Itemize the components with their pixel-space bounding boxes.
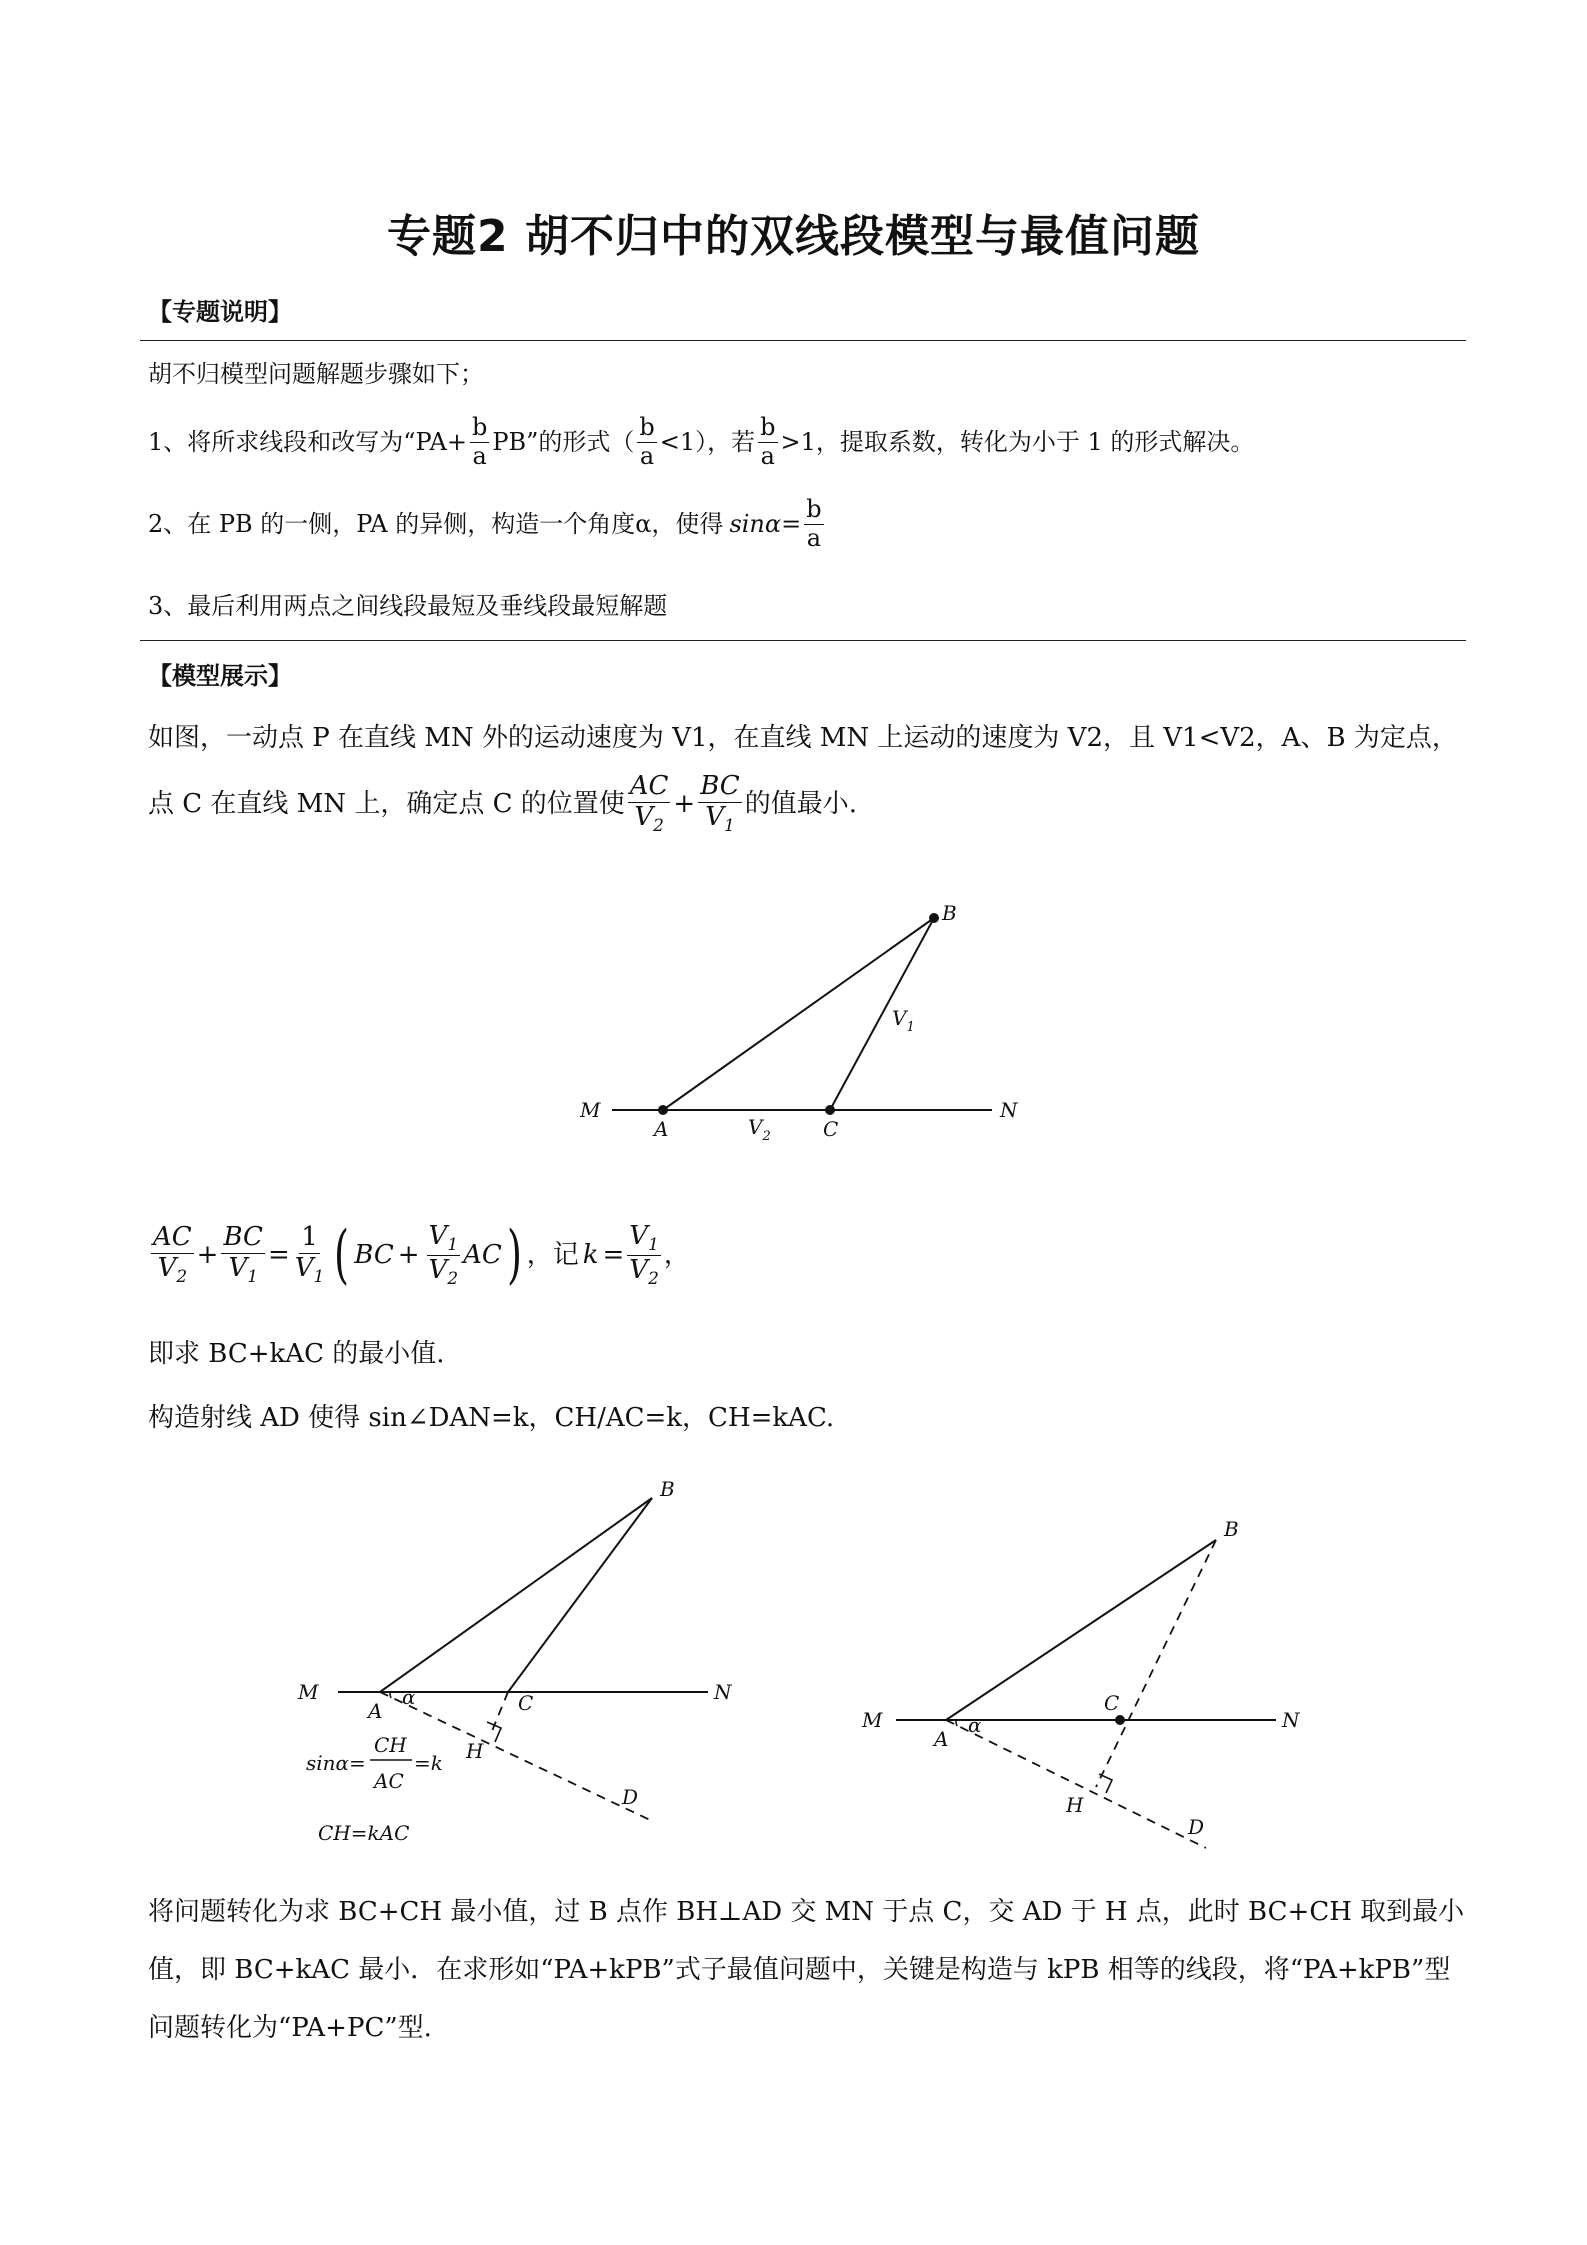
note-frac-num: CH xyxy=(374,1733,407,1757)
label-m: M xyxy=(580,1098,601,1122)
segment-ch xyxy=(490,1692,508,1736)
point-a xyxy=(658,1105,668,1115)
ray-ad xyxy=(946,1720,1206,1848)
figure-1-diagram xyxy=(560,890,1040,1150)
formula-line: $\frac{AC}{V_2}$ + $\frac{BC}{V_1}$ = $\frac{1}{V_1}$ ( BC + $\frac{V_1}{V_2}$ AC ) ，记 k = $\frac{V_1}{V_2}$ ， xyxy=(153,1218,690,1293)
right-angle-mark xyxy=(487,1722,501,1742)
label-b: B xyxy=(1224,1517,1239,1541)
figure-3-diagram xyxy=(850,1500,1310,1880)
label-n: N xyxy=(1282,1708,1300,1732)
label-b: B xyxy=(660,1477,675,1501)
label-m: M xyxy=(298,1680,319,1704)
point-b xyxy=(929,913,939,923)
note-frac-den: AC xyxy=(374,1769,404,1793)
step-2: 2、在 PB 的一侧，PA 的异侧，构造一个角度α，使得 sinα= $\frac{b}{a}$ xyxy=(148,495,822,552)
fraction-b-over-a-4: $\frac{b}{a}$ xyxy=(806,495,822,552)
label-alpha: α xyxy=(968,1713,982,1737)
note-sin: sinα= xyxy=(306,1751,366,1775)
segment-bc xyxy=(830,918,934,1110)
label-v1: $V_1$ xyxy=(892,1006,915,1035)
segment-ab xyxy=(380,1498,652,1692)
point-c xyxy=(825,1105,835,1115)
step-3: 3、最后利用两点之间线段最短及垂线段最短解题 xyxy=(148,592,668,620)
fraction-b-over-a: $\frac{b}{a}$ xyxy=(471,413,488,470)
label-alpha: α xyxy=(402,1685,416,1709)
point-c xyxy=(1115,1715,1125,1725)
label-c: C xyxy=(518,1691,534,1715)
conclusion-line3: 问题转化为“PA+PC”型. xyxy=(148,2013,432,2043)
section-heading-explanation: 【专题说明】 xyxy=(148,298,292,326)
step-1: 1、将所求线段和改写为“PA+ $\frac{b}{a}$ PB”的形式（ $\frac{b}{a}$ <1），若 $\frac{b}{a}$ >1，提取系数，转化为小于 1 的形式解决。 xyxy=(148,413,1255,470)
min-line: 即求 BC+kAC 的最小值. xyxy=(148,1339,445,1369)
construct-line: 构造射线 AD 使得 sin∠DAN=k，CH/AC=k，CH=kAC. xyxy=(148,1403,835,1433)
note-ch: CH=kAC xyxy=(318,1821,410,1845)
section-heading-model: 【模型展示】 xyxy=(148,662,292,690)
label-b: B xyxy=(942,901,957,925)
note-eq: =k xyxy=(414,1751,443,1775)
label-a: A xyxy=(934,1727,949,1751)
label-h: H xyxy=(466,1739,484,1763)
fraction-b-over-a-2: $\frac{b}{a}$ xyxy=(639,413,655,470)
label-c: C xyxy=(1104,1691,1120,1715)
intro-line: 胡不归模型问题解题步骤如下； xyxy=(148,360,484,388)
label-d: D xyxy=(622,1785,639,1809)
para1-line1: 如图，一动点 P 在直线 MN 外的运动速度为 V1，在直线 MN 上运动的速度为 V2，且 V1<V2，A、B 为定点， xyxy=(148,723,1458,753)
conclusion-line2: 值，即 BC+kAC 最小．在求形如“PA+kPB”式子最值问题中，关键是构造与 kPB 相等的线段，将“PA+kPB”型 xyxy=(148,1955,1451,1985)
para1-line2: 点 C 在直线 MN 上，确定点 C 的位置使 $\frac{AC}{V_2}$ + $\frac{BC}{V_1}$ 的值最小. xyxy=(148,771,857,836)
figure-2-diagram xyxy=(290,1470,750,1890)
page-title: 专题2 胡不归中的双线段模型与最值问题 xyxy=(387,211,1200,262)
segment-bh xyxy=(1096,1540,1216,1787)
fraction-b-over-a-3: $\frac{b}{a}$ xyxy=(760,413,776,470)
label-v2: $V_2$ xyxy=(748,1115,771,1144)
label-c: C xyxy=(823,1117,839,1141)
label-h: H xyxy=(1066,1793,1084,1817)
label-d: D xyxy=(1188,1815,1205,1839)
label-n: N xyxy=(714,1680,732,1704)
fraction-ac-over-v2: $\frac{AC}{V_2}$ xyxy=(629,771,669,836)
label-a: A xyxy=(654,1117,669,1141)
label-n: N xyxy=(1000,1098,1018,1122)
conclusion-line1: 将问题转化为求 BC+CH 最小值，过 B 点作 BH⊥AD 交 MN 于点 C，交 AD 于 H 点，此时 BC+CH 取到最小 xyxy=(148,1897,1465,1927)
label-m: M xyxy=(862,1708,883,1732)
fraction-bc-over-v1: $\frac{BC}{V_1}$ xyxy=(700,771,740,836)
divider-bottom xyxy=(140,640,1466,641)
segment-bc xyxy=(508,1498,652,1692)
divider-top xyxy=(140,340,1466,341)
label-a: A xyxy=(368,1699,383,1723)
segment-ab xyxy=(946,1540,1216,1720)
